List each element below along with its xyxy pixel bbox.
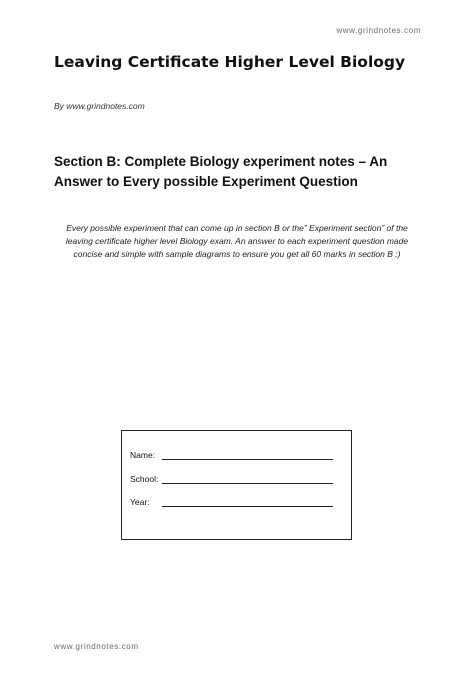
year-line[interactable] — [162, 498, 333, 507]
school-label: School: — [130, 474, 159, 484]
year-field-row — [130, 497, 333, 507]
footer-url: www.grindnotes.com — [54, 642, 139, 651]
header-url: www.grindnotes.com — [336, 26, 421, 35]
student-details-box — [121, 430, 352, 540]
description-paragraph: Every possible experiment that can come up in section B or the” Experiment section” of the leaving certificate higher level Biology exam. An answer to each experiment question made concise and simple with sample diagrams to ensure you get all 60 marks in section B :) — [65, 223, 409, 259]
byline: By www.grindnotes.com — [54, 101, 145, 111]
name-line[interactable] — [162, 451, 333, 460]
section-heading: Section B: Complete Biology experiment notes – An Answer to Every possible Experiment Question — [54, 154, 388, 189]
name-label: Name: — [130, 450, 156, 460]
name-field-row — [130, 450, 333, 460]
school-field-row — [130, 474, 333, 484]
school-line[interactable] — [162, 475, 333, 484]
year-label: Year: — [130, 497, 150, 507]
document-title: Leaving Certificate Higher Level Biology — [54, 53, 406, 71]
